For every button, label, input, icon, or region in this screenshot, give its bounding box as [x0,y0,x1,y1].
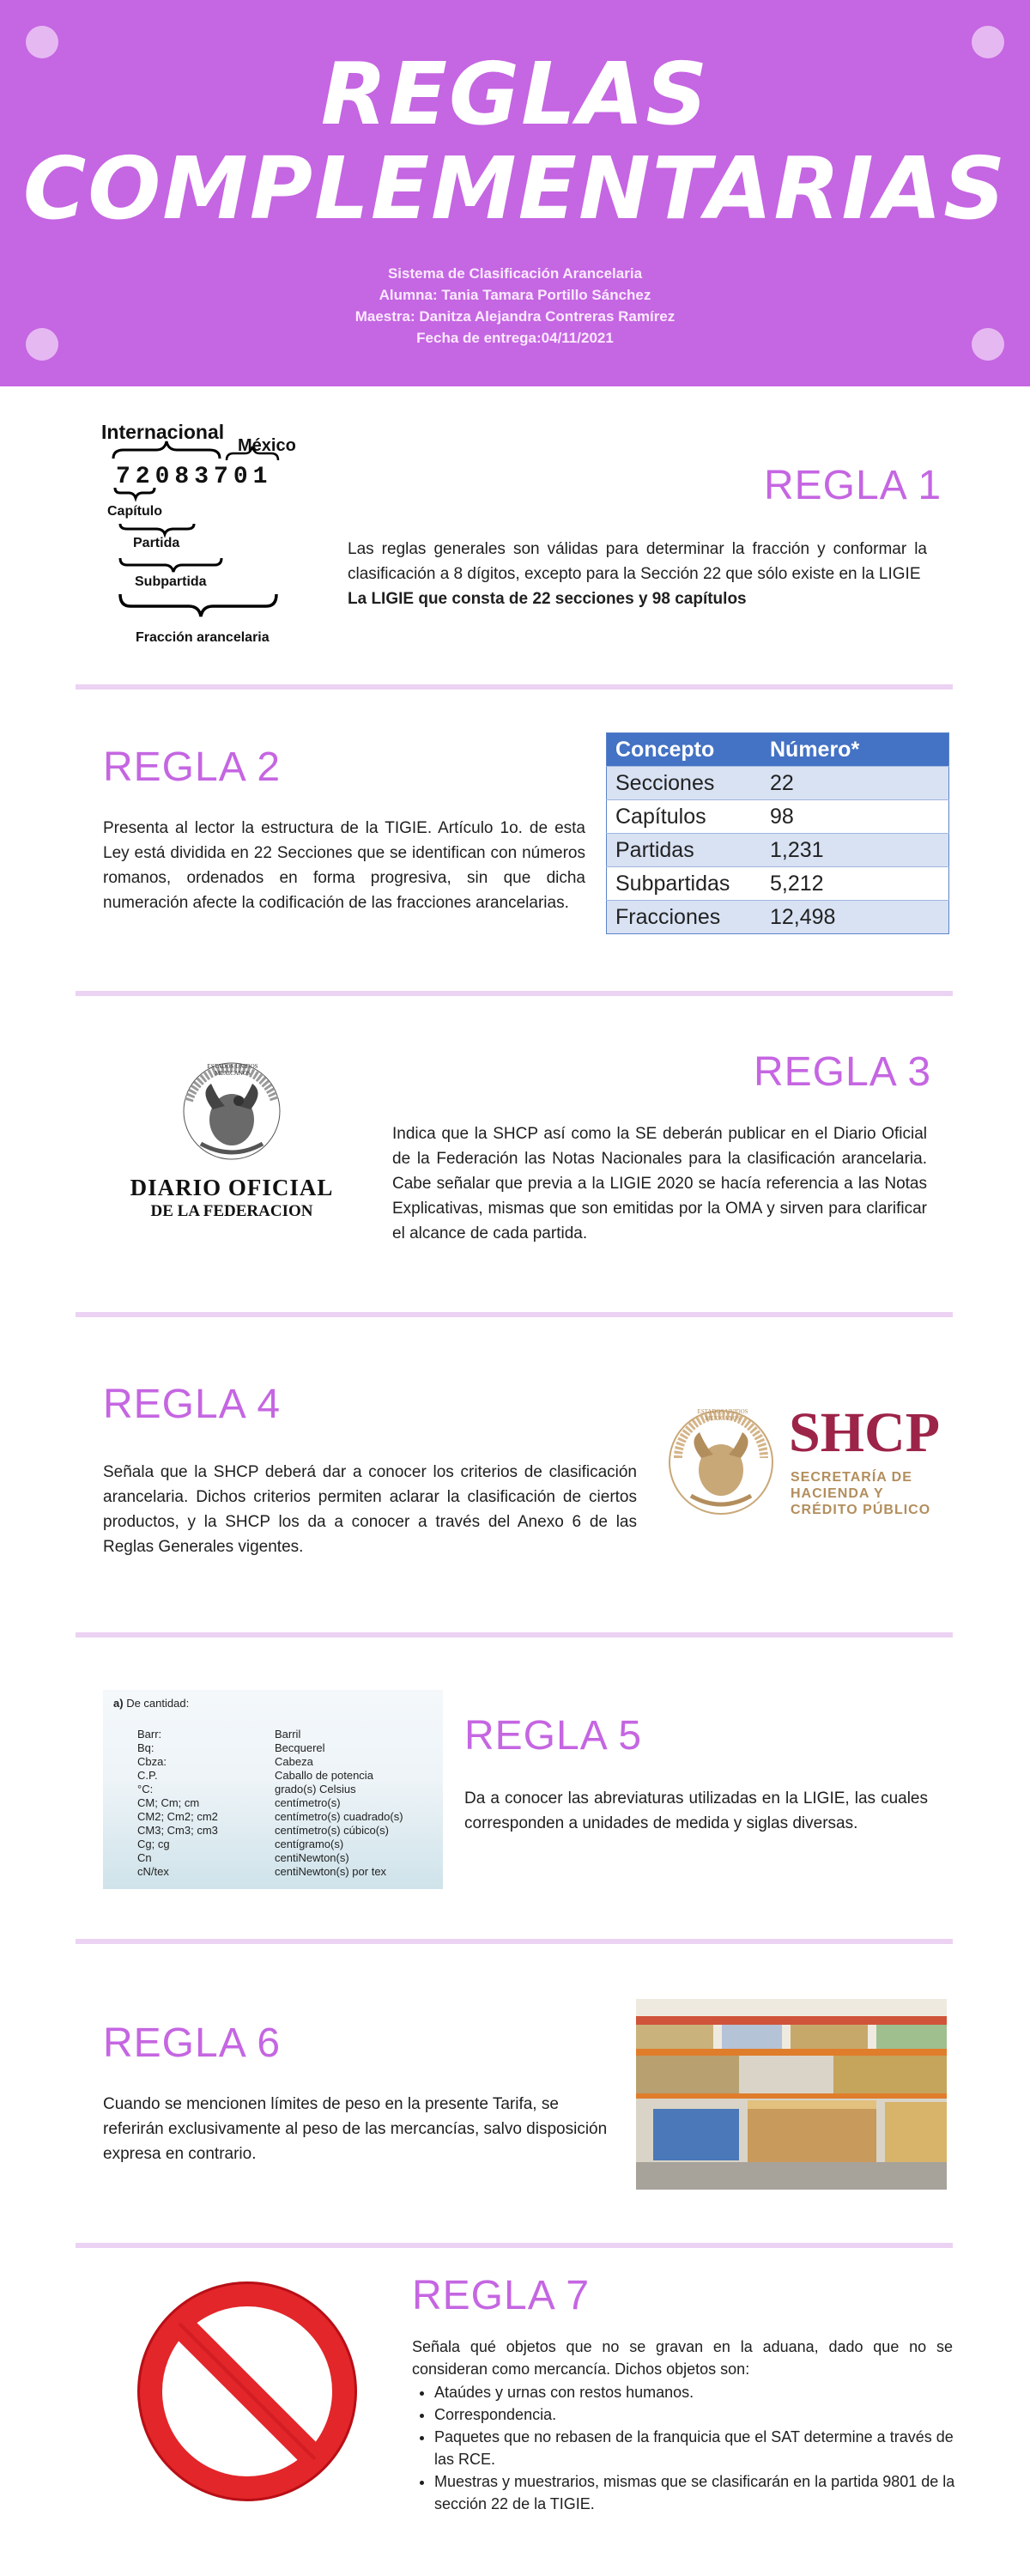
table-cell: Subpartidas [607,867,762,901]
rule1-heading: REGLA 1 [764,463,942,508]
rule3-text: Indica que la SHCP así como la SE deberán publicar en el Diario Oficial de la Federación las Notas Nacionales para la clasificación arancelaria. Cabe señalar que previa a la LIGIE 2020 se hacía referencia a las Notas Explicativas, mismas que son emitidas por la OMA y sirven para clarificar el alcance de cada partida. [392,1125,927,1242]
abbr-meaning: centímetro(s) cuadrado(s) [275,1810,403,1823]
abbr-row [137,1796,429,1810]
rule5-text: Da a conocer las abreviaturas utilizadas en la LIGIE, las cuales corresponden a unidades de medida y siglas diversas. [464,1789,928,1832]
abbr-row [137,1851,429,1865]
abbr-meaning: centiNewton(s) [275,1851,349,1864]
table-cell: 12,498 [761,901,949,934]
abbr-card-prefix: a) [113,1697,124,1710]
abbr-code: CM3; Cm3; cm3 [137,1824,218,1837]
list-item: • Paquetes que no rebasen de la franquicia que el SAT determine a través de las RCE. [434,2426,975,2470]
abbr-meaning: centiNewton(s) por tex [275,1865,387,1878]
abbr-code: Barr: [137,1728,162,1741]
abbr-meaning: grado(s) Celsius [275,1783,356,1795]
rule7-intro: Señala qué objetos que no se gravan en la aduana, dado que no se consideran como mercancía. Dichos objetos son: [412,2338,953,2378]
abbreviations-card [103,1690,443,1889]
diagram-digits: 72083701 [116,464,273,490]
abbr-code: Cg; cg [137,1838,170,1850]
table-header-numero: Número* [761,733,949,767]
rule1-text [348,537,927,611]
abbr-row [137,1755,429,1769]
shcp-seal-text: ESTADOS UNIDOS MEXICANOS [697,1408,748,1422]
rule2-text: Presenta al lector la estructura de la TIGIE. Artículo 1o. de esta Ley está dividida en 22 Secciones que se identifican con números romanos, ordenados en forma progresiva, sin que dicha numeración afecte la codificación de las fracciones arancelarias. [103,819,585,912]
abbr-row [137,1769,429,1783]
table-cell: Secciones [607,767,762,800]
abbr-row [137,1838,429,1851]
table-row [607,800,949,834]
dof-logo-line2: DE LA FEDERACION [150,1202,313,1220]
shcp-seal-icon [665,1406,777,1518]
abbr-code: °C: [137,1783,154,1795]
table-cell: Partidas [607,834,762,867]
subtitle-block [0,263,1030,349]
divider-1 [76,684,953,690]
subtitle-course: Sistema de Clasificación Arancelaria [387,265,643,282]
brace-internacional [113,441,220,459]
abbr-code: CM2; Cm2; cm2 [137,1810,218,1823]
abbr-row [137,1865,429,1879]
diagram-partida-label: Partida [133,536,180,550]
abbr-meaning: centímetro(s) [275,1796,341,1809]
list-item: • Muestras y muestrarios, mismas que se clasificarán en la partida 9801 de la sección 22 de la TIGIE. [434,2470,975,2515]
dof-logo [129,1058,335,1230]
table-cell: 22 [761,767,949,800]
abbr-card-title [113,1697,189,1710]
diagram-capitulo-label: Capítulo [107,504,162,519]
rule6-text: Cuando se mencionen límites de peso en la presente Tarifa, se referirán exclusivamente al peso de las mercancías, salvo disposición expresa en contrario. [103,2095,608,2163]
divider-4 [76,1632,953,1637]
table-cell: Fracciones [607,901,762,934]
prohibited-icon [118,2267,376,2516]
header-banner [0,0,1030,386]
rule2-heading: REGLA 2 [103,744,282,790]
abbr-meaning: Cabeza [275,1755,313,1768]
abbr-row [137,1741,429,1755]
rule4-text: Señala que la SHCP deberá dar a conocer los criterios de clasificación arancelaria. Dichos criterios permiten aclarar la clasificación de ciertos productos, y la SHCP los da a conocer a través del Anexo 6 de las Reglas Generales vigentes. [103,1463,637,1556]
rule5-heading: REGLA 5 [464,1713,643,1759]
abbr-meaning: centígramo(s) [275,1838,344,1850]
divider-3 [76,1312,953,1317]
abbr-row [137,1783,429,1796]
rule3-heading: REGLA 3 [754,1049,932,1095]
table-cell: 5,212 [761,867,949,901]
subtitle-date: Fecha de entrega:04/11/2021 [416,330,614,346]
table-row [607,901,949,934]
abbr-code: C.P. [137,1769,158,1782]
rule7-list [412,2381,975,2515]
tigie-structure-table [606,732,949,934]
abbr-code: Cbza: [137,1755,167,1768]
brace-mexico [227,447,278,460]
dof-logo-line1: DIARIO OFICIAL [130,1175,334,1200]
rule7-heading: REGLA 7 [412,2273,591,2318]
abbr-card-title-text: De cantidad: [126,1697,190,1710]
table-row [607,867,949,901]
page-title-line1: REGLAS [320,44,710,144]
table-row [607,767,949,800]
diagram-subpartida-label: Subpartida [135,574,207,589]
abbr-meaning: Barril [275,1728,301,1741]
table-cell: 98 [761,800,949,834]
table-cell: Capítulos [607,800,762,834]
subtitle-teacher: Maestra: Danitza Alejandra Contreras Ramírez [354,308,676,325]
shcp-logo [665,1400,974,1528]
list-item: • Correspondencia. [434,2403,975,2426]
rule1-body: Las reglas generales son válidas para determinar la fracción y conformar la clasificación a 8 dígitos, excepto para la Sección 22 que sólo existe en la LIGIE [348,540,927,583]
subtitle-student: Alumna: Tania Tamara Portillo Sánchez [379,287,651,303]
brace-fraccion [120,594,276,617]
rule1-bold-note: La LIGIE que consta de 22 secciones y 98 capítulos [348,590,747,608]
page-title-line2: COMPLEMENTARIAS [22,138,1008,239]
table-cell: 1,231 [761,834,949,867]
abbr-row [137,1810,429,1824]
abbr-row [137,1824,429,1838]
seal-text: ESTADOS UNIDOS MEXICANOS [207,1063,258,1077]
divider-2 [76,991,953,996]
abbr-code: CM; Cm; cm [137,1796,200,1809]
table-header-row [607,733,949,767]
abbr-meaning: Becquerel [275,1741,325,1754]
list-item: • Ataúdes y urnas con restos humanos. [434,2381,975,2403]
diagram-fraccion-label: Fracción arancelaria [136,630,270,645]
rule4-heading: REGLA 4 [103,1382,282,1427]
shcp-line2: HACIENDA Y [791,1486,884,1501]
brace-partida [120,524,194,534]
abbr-row [137,1728,429,1741]
divider-5 [76,1939,953,1944]
divider-6 [76,2243,953,2248]
diagram-internacional-label: Internacional [101,421,225,443]
shcp-line1: SECRETARÍA DE [791,1470,912,1485]
warehouse-photo [636,1999,947,2190]
diagram-mexico-label: México [238,436,296,455]
rule6-heading: REGLA 6 [103,2020,282,2066]
shcp-acronym: SHCP [789,1401,941,1464]
abbr-meaning: Caballo de potencia [275,1769,373,1782]
abbr-code: Bq: [137,1741,154,1754]
table-row [607,834,949,867]
shcp-line3: CRÉDITO PÚBLICO [791,1503,931,1517]
abbr-code: Cn [137,1851,152,1864]
abbr-meaning: centímetro(s) cúbico(s) [275,1824,389,1837]
brace-subpartida [120,558,221,572]
table-header-concepto: Concepto [607,733,762,767]
abbr-code: cN/tex [137,1865,169,1878]
